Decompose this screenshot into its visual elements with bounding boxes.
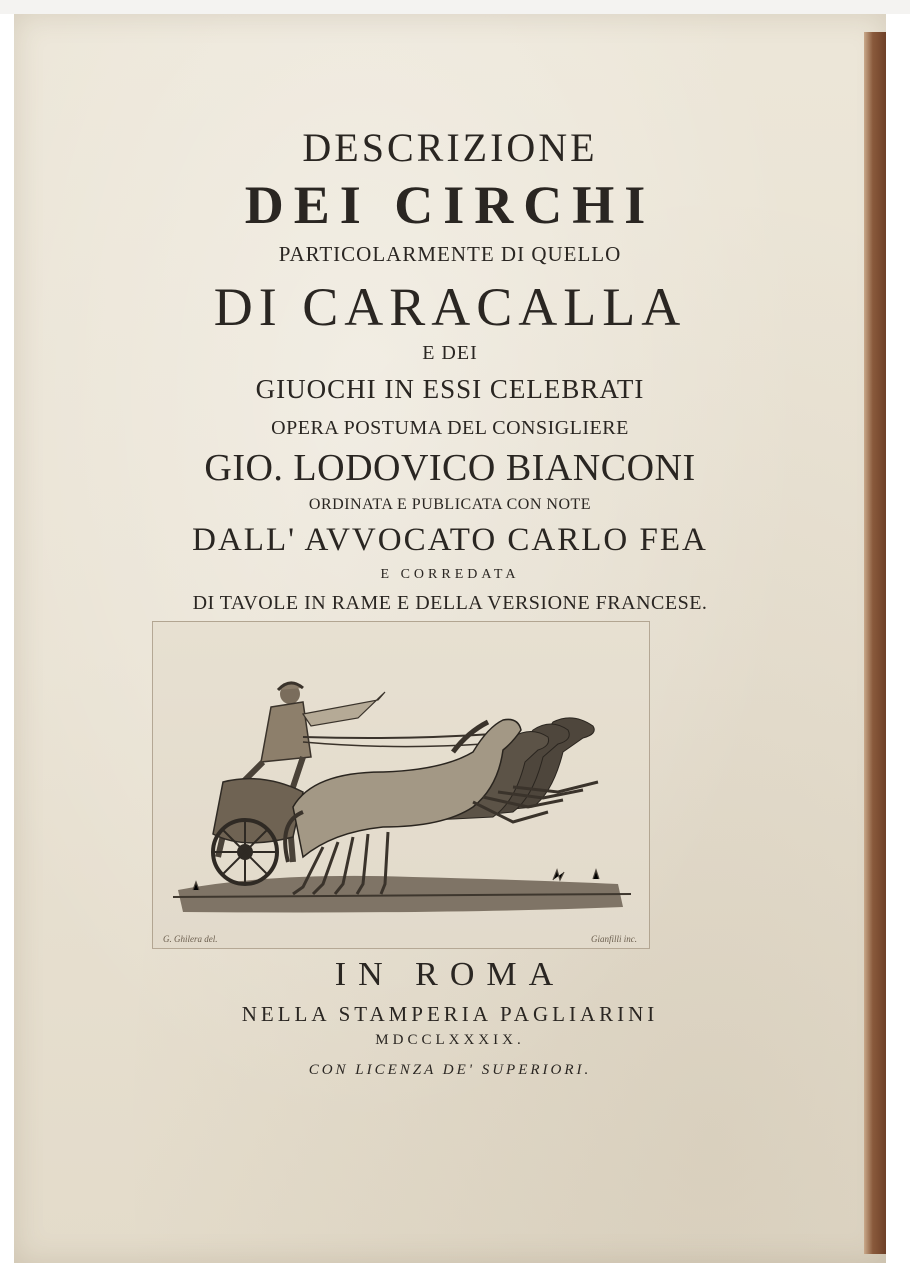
subtitle-corredata: E CORREDATA: [380, 567, 520, 582]
title-page: [14, 14, 886, 1263]
imprint-license: CON LICENZA DE' SUPERIORI.: [308, 1062, 592, 1078]
page-top-edge: [0, 0, 910, 14]
engraved-plate: [152, 621, 650, 949]
author-name: GIO. LODOVICO BIANCONI: [204, 447, 696, 489]
subtitle-opera-postuma: OPERA POSTUMA DEL CONSIGLIERE: [271, 417, 629, 439]
title-line-dei-circhi: DEI CIRCHI: [244, 175, 656, 235]
imprint-printer: NELLA STAMPERIA PAGLIARINI: [241, 1002, 659, 1026]
title-line-descrizione: DESCRIZIONE: [302, 125, 598, 170]
subtitle-ordinata: ORDINATA E PUBLICATA CON NOTE: [308, 496, 592, 513]
subtitle-giuochi: GIUOCHI IN ESSI CELEBRATI: [255, 374, 645, 404]
plate-caption-left: G. Ghilera del.: [163, 934, 218, 944]
plate-caption-right: Gianfilli inc.: [591, 934, 637, 944]
imprint-date: MDCCLXXXIX.: [375, 1032, 525, 1048]
chariot-engraving-illustration: [153, 622, 649, 948]
subtitle-e-dei: E DEI: [422, 342, 478, 364]
subtitle-particolarmente: PARTICOLARMENTE DI QUELLO: [278, 242, 622, 266]
title-line-di-caracalla: DI CARACALLA: [213, 277, 687, 337]
imprint-place: IN ROMA: [334, 956, 566, 993]
subtitle-tavole: DI TAVOLE IN RAME E DELLA VERSIONE FRANCESE.: [192, 592, 708, 614]
editor-name: DALL' AVVOCATO CARLO FEA: [192, 522, 708, 558]
